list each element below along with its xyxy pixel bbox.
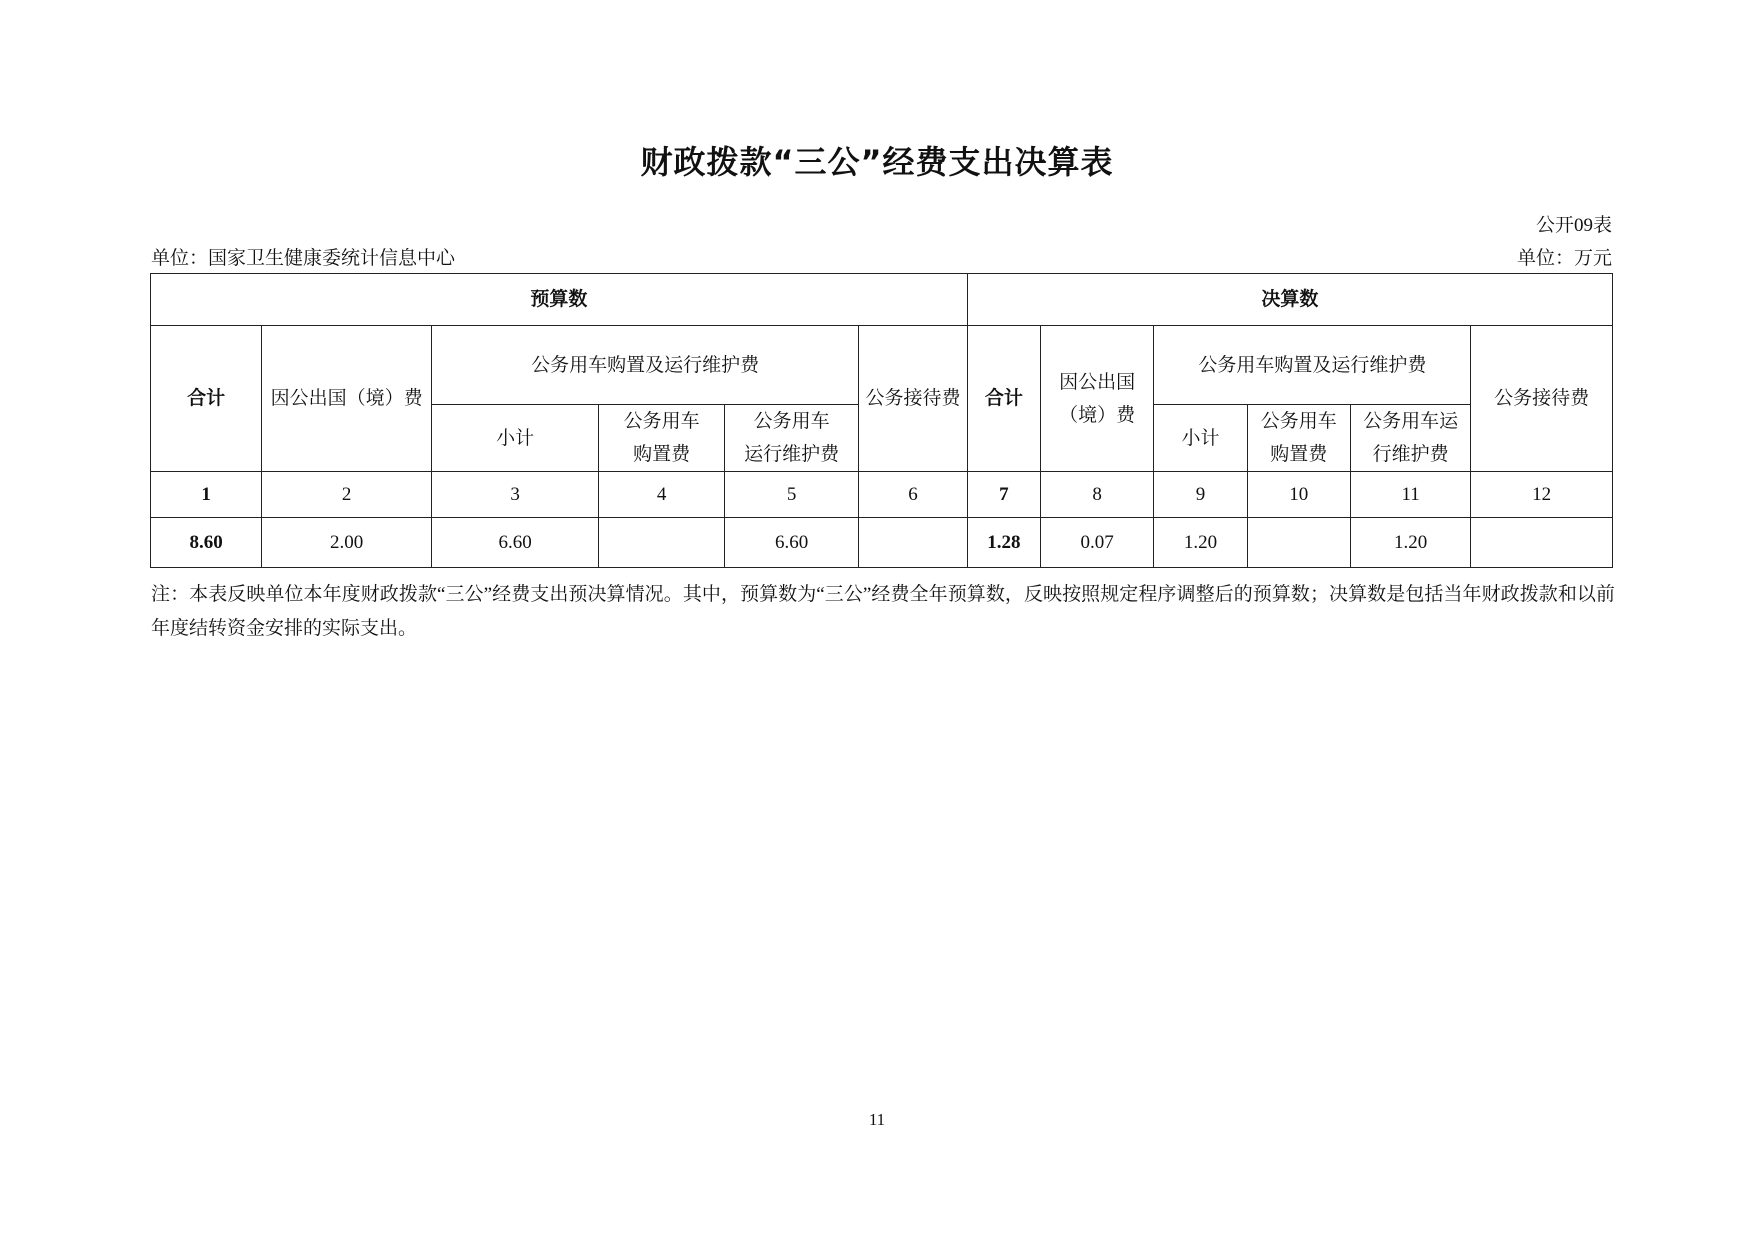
page-title: 财政拨款“三公”经费支出决算表 [640, 143, 1114, 181]
budget-abroad-header: 因公出国（境）费 [262, 326, 432, 472]
value-row [151, 518, 1613, 568]
final-reception-value [1471, 518, 1613, 568]
column-number: 2 [262, 472, 432, 518]
final-header: 决算数 [967, 274, 1612, 326]
final-purchase-line1: 公务用车 [1260, 411, 1337, 432]
column-number: 7 [967, 472, 1040, 518]
final-abroad-value: 0.07 [1040, 518, 1153, 568]
column-number-row [151, 472, 1613, 518]
column-header-row [151, 326, 1613, 405]
final-abroad-line2: （境）费 [1059, 404, 1136, 426]
budget-subtotal-header: 小计 [431, 405, 599, 472]
column-number: 6 [859, 472, 967, 518]
column-number: 8 [1040, 472, 1153, 518]
page-number: 11 [868, 1110, 886, 1129]
budget-maintenance-value: 6.60 [724, 518, 858, 568]
group-header-row [151, 274, 1613, 326]
final-total-header: 合计 [967, 326, 1040, 472]
final-total-value: 1.28 [967, 518, 1040, 568]
final-maintenance-line2: 行维护费 [1372, 444, 1449, 465]
budget-vehicle-header: 公务用车购置及运行维护费 [431, 326, 858, 405]
budget-total-header: 合计 [151, 326, 262, 472]
budget-total-value: 8.60 [151, 518, 262, 568]
three-public-expenses-table [150, 273, 1613, 568]
budget-reception-value [859, 518, 967, 568]
final-reception-header: 公务接待费 [1471, 326, 1613, 472]
column-number: 11 [1350, 472, 1470, 518]
unit-currency: 单位：万元 [1516, 248, 1612, 269]
final-maintenance-header [1350, 405, 1470, 472]
final-subtotal-header: 小计 [1154, 405, 1247, 472]
budget-maintenance-header [724, 405, 858, 472]
final-maintenance-value: 1.20 [1350, 518, 1470, 568]
final-abroad-header [1040, 326, 1153, 472]
final-subtotal-value: 1.20 [1154, 518, 1247, 568]
final-purchase-value [1247, 518, 1350, 568]
budget-purchase-header [599, 405, 724, 472]
unit-organization: 单位：国家卫生健康委统计信息中心 [151, 248, 456, 269]
budget-maintenance-line2: 运行维护费 [744, 444, 840, 465]
budget-purchase-line2: 购置费 [633, 444, 691, 465]
column-number: 9 [1154, 472, 1247, 518]
column-number: 3 [431, 472, 599, 518]
table-note: 注：本表反映单位本年度财政拨款“三公”经费支出预决算情况。其中，预算数为“三公”经费全年预算数，反映按照规定程序调整后的预算数；决算数是包括当年财政拨款和以前年度结转资金安排的实际支出。 [151, 584, 1615, 639]
final-abroad-line1: 因公出国 [1059, 371, 1136, 393]
final-maintenance-line1: 公务用车运 [1363, 411, 1459, 432]
table-number: 公开09表 [1535, 215, 1612, 236]
budget-purchase-line1: 公务用车 [623, 411, 700, 432]
final-vehicle-header: 公务用车购置及运行维护费 [1154, 326, 1471, 405]
final-purchase-header [1247, 405, 1350, 472]
column-number: 5 [724, 472, 858, 518]
budget-maintenance-line1: 公务用车 [753, 411, 830, 432]
budget-purchase-value [599, 518, 724, 568]
budget-header: 预算数 [151, 274, 968, 326]
budget-reception-header: 公务接待费 [859, 326, 967, 472]
budget-abroad-value: 2.00 [262, 518, 432, 568]
column-number: 12 [1471, 472, 1613, 518]
budget-subtotal-value: 6.60 [431, 518, 599, 568]
column-number: 4 [599, 472, 724, 518]
column-number: 10 [1247, 472, 1350, 518]
final-purchase-line2: 购置费 [1270, 444, 1328, 465]
column-number: 1 [151, 472, 262, 518]
